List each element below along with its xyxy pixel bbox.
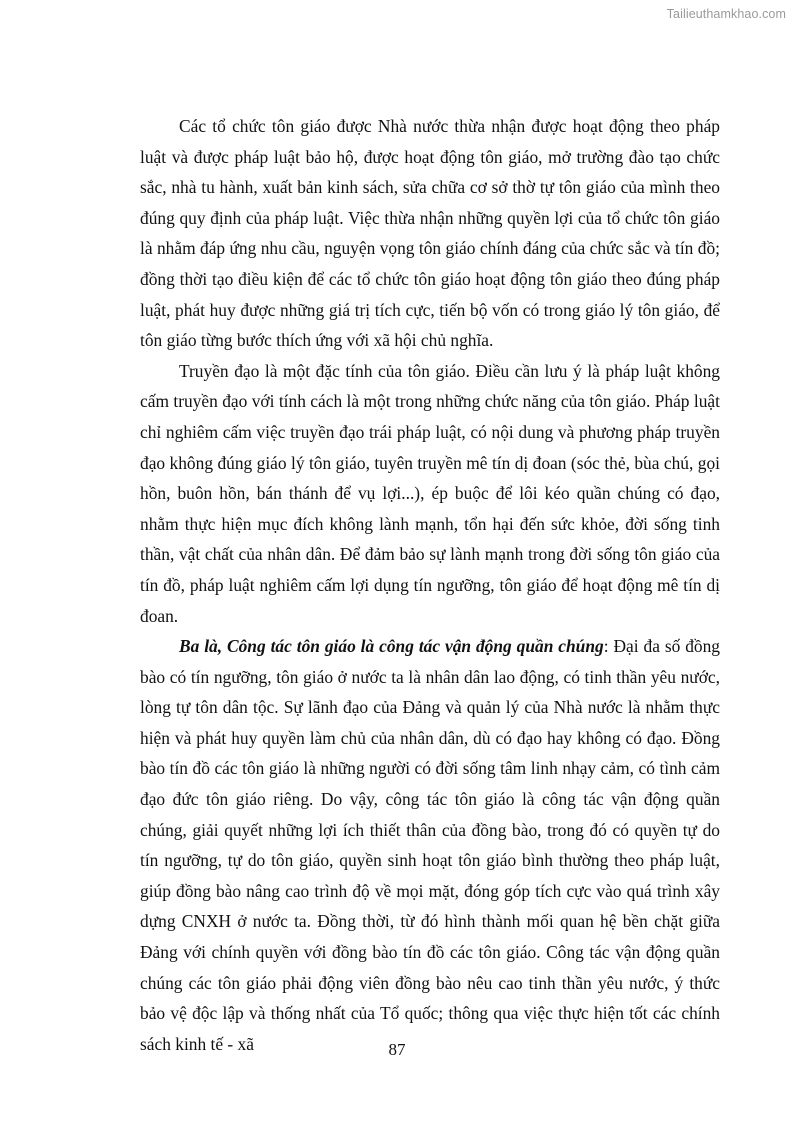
- paragraph-3-lead: Ba là, Công tác tôn giáo là công tác vận động quần chúng: [179, 636, 604, 657]
- watermark: Tailieuthamkhao.com: [666, 7, 786, 21]
- paragraph-2-text: Truyền đạo là một đặc tính của tôn giáo. Điều cần lưu ý là pháp luật không cấm truyền đạo với tính cách là một trong những chức năng của tôn giáo. Pháp luật chỉ nghiêm cấm việc truyền đạo trái pháp luật, có nội dung và phương pháp truyền đạo không đúng giáo lý tôn giáo, tuyên truyền mê tín dị đoan (sóc thẻ, bùa chú, gọi hồn, buôn hồn, bán thánh để vụ lợi...), ép buộc để lôi kéo quần chúng có đạo, nhằm thực hiện mục đích không lành mạnh, tổn hại đến sức khỏe, đời sống tinh thần, vật chất của nhân dân. Để đảm bảo sự lành mạnh trong đời sống tôn giáo của tín đồ, pháp luật nghiêm cấm lợi dụng tín ngưỡng, tôn giáo để hoạt động mê tín dị đoan.: [140, 360, 720, 626]
- paragraph-1-text: Các tổ chức tôn giáo được Nhà nước thừa nhận được hoạt động theo pháp luật và được pháp luật bảo hộ, được hoạt động tôn giáo, mở trường đào tạo chức sắc, nhà tu hành, xuất bản kinh sách, sửa chữa cơ sở thờ tự tôn giáo của mình theo đúng quy định của pháp luật. Việc thừa nhận những quyền lợi của tổ chức tôn giáo là nhằm đáp ứng nhu cầu, nguyện vọng tôn giáo chính đáng của chức sắc và tín đồ; đồng thời tạo điều kiện để các tổ chức tôn giáo hoạt động tôn giáo theo đúng pháp luật, phát huy được những giá trị tích cực, tiến bộ vốn có trong giáo lý tôn giáo, để tôn giáo từng bước thích ứng với xã hội chủ nghĩa.: [140, 116, 720, 351]
- paragraph-1: [140, 111, 720, 356]
- page-number: 87: [388, 1040, 406, 1059]
- paragraph-3-text: : Đại đa số đồng bào có tín ngưỡng, tôn giáo ở nước ta là nhân dân lao động, có tinh thần yêu nước, lòng tự tôn dân tộc. Sự lãnh đạo của Đảng và quản lý của Nhà nước là nhằm thực hiện và phát huy quyền làm chủ của nhân dân, dù có đạo hay không có đạo. Đồng bào tín đồ các tôn giáo là những người có đời sống tâm linh nhạy cảm, có tình cảm đạo đức tôn giáo riêng. Do vậy, công tác tôn giáo là công tác vận động quần chúng, giải quyết những lợi ích thiết thân của đồng bào, trong đó có quyền tự do tín ngưỡng, tự do tôn giáo, quyền sinh hoạt tôn giáo bình thường theo pháp luật, giúp đồng bào nâng cao trình độ về mọi mặt, đóng góp tích cực vào quá trình xây dựng CNXH ở nước ta. Đồng thời, từ đó hình thành mối quan hệ bền chặt giữa Đảng với chính quyền với đồng bào tín đồ các tôn giáo. Công tác vận động quần chúng các tôn giáo phải động viên đồng bào nêu cao tinh thần yêu nước, ý thức bảo vệ độc lập và thống nhất của Tổ quốc; thông qua việc thực hiện tốt các chính sách kinh tế - xã: [140, 636, 720, 1054]
- paragraph-3: [140, 631, 720, 1059]
- paragraph-2: [140, 356, 720, 631]
- page-body: [140, 111, 720, 1059]
